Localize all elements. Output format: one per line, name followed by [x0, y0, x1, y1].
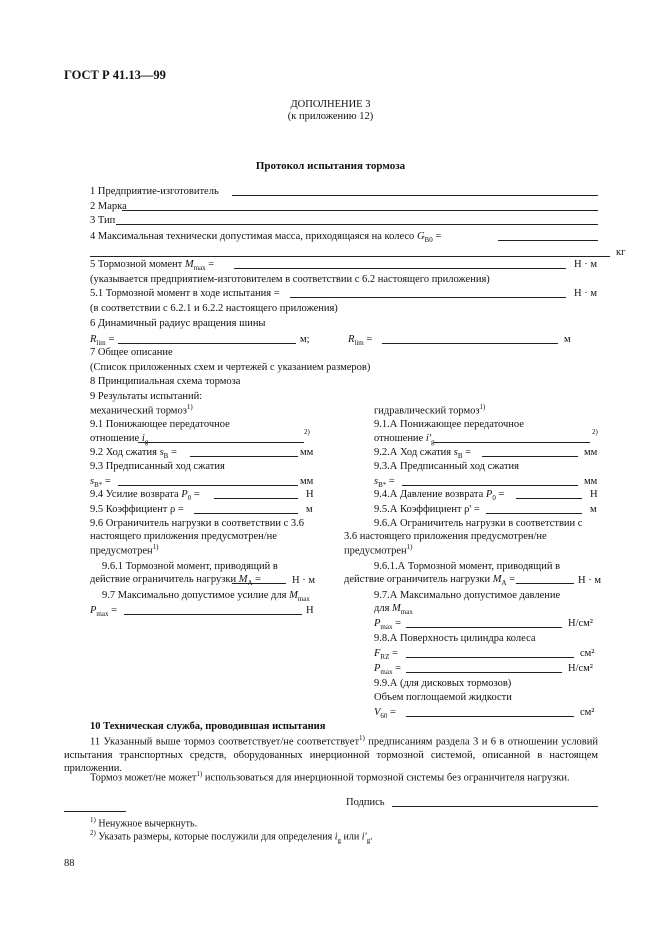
left-9-7-label: 9.7 Максимально допустимое усилие для $M_{max}$: [102, 590, 310, 604]
right-9-4-label: 9.4.А Давление возврата $P_0$ =: [374, 489, 505, 503]
right-9-9-volume-label: Объем поглощаемой жидкости: [374, 692, 512, 703]
signature-label: Подпись: [346, 797, 385, 808]
left-9-1-footnote: 2): [304, 428, 310, 436]
item-5-1-field[interactable]: [290, 297, 566, 298]
left-9-1-ratio: отношение $i_g$: [90, 433, 149, 447]
right-9-3-field[interactable]: [402, 485, 578, 486]
item-5-1-unit: Н · м: [574, 288, 597, 299]
left-9-1-label: 9.1 Понижающее передаточное: [90, 419, 230, 430]
item-8-label: 8 Принципиальная схема тормоза: [90, 376, 241, 387]
right-9-1-footnote: 2): [592, 428, 598, 436]
right-9-9-label: 9.9.А (для дисковых тормозов): [374, 678, 512, 689]
right-9-8-f-unit: см²: [580, 648, 595, 659]
right-9-8-f-field[interactable]: [406, 657, 574, 658]
left-9-2-field[interactable]: [190, 456, 298, 457]
appendix-ref: (к приложению 12): [287, 111, 374, 122]
left-9-6-1-unit: Н · м: [292, 575, 315, 586]
right-9-3-label: 9.3.А Предписанный ход сжатия: [374, 461, 519, 472]
item-2-field[interactable]: [122, 210, 598, 211]
left-9-7-p: $P_{max}$ =: [90, 605, 118, 619]
right-9-9-unit: см²: [580, 707, 595, 718]
left-9-1-field[interactable]: [138, 442, 304, 443]
item-5-1-note: (в соответствии с 6.2.1 и 6.2.2 настоящего приложения): [90, 303, 338, 314]
item-5-unit: Н · м: [574, 259, 597, 270]
right-9-5-unit: м: [590, 504, 597, 515]
footnote-1: $^{1)}$ Ненужное вычеркнуть.: [90, 816, 198, 830]
item-6-label: 6 Динамичный радиус вращения шины: [90, 318, 266, 329]
left-9-6-text: 9.6 Ограничитель нагрузки в соответствии с 3.6 настоящего приложения предусмотрен/не предусмотрен$^{1)}$: [90, 518, 304, 557]
item-6-r2-field[interactable]: [382, 343, 558, 344]
brake-usage-text: Тормоз может/не может$^{1)}$ использоваться для инерционной тормозной системы без ограничителя нагрузки.: [90, 770, 570, 784]
item-6-r1-field[interactable]: [118, 343, 296, 344]
footnote-2: $^{2)}$ Указать размеры, которые послужили для определения $i_g$ или $i'_g$.: [90, 829, 373, 845]
left-9-2-unit: мм: [300, 447, 314, 458]
hydraulic-brake-title: гидравлический тормоз$^{1)}$: [374, 403, 486, 417]
page-number: 88: [64, 858, 75, 869]
left-9-7-unit: Н: [306, 605, 314, 616]
left-9-3-label: 9.3 Предписанный ход сжатия: [90, 461, 225, 472]
right-9-5-field[interactable]: [486, 513, 582, 514]
item-4-label: 4 Максимальная технически допустимая масса, приходящаяся на колесо $G_{B0}$ =: [90, 231, 442, 245]
section-11-text: 11 Указанный выше тормоз соответствует/не соответствует$^{1)}$ предписаниям раздела 3 и 6 в отношении условий испытания транспортных средств, оборудованных инерционной тормозной системой, описанной в настоящем приложении.: [64, 734, 598, 774]
item-5-field[interactable]: [234, 268, 566, 269]
item-4-field-1[interactable]: [498, 240, 598, 241]
right-9-8-label: 9.8.А Поверхность цилиндра колеса: [374, 633, 536, 644]
item-5-1-label: 5.1 Тормозной момент в ходе испытания =: [90, 288, 280, 299]
right-9-4-unit: Н: [590, 489, 598, 500]
item-6-r1-label: $R_{lim}$ =: [90, 334, 115, 348]
right-9-3-sym: $s_{B*}$ =: [374, 476, 395, 490]
item-7-note: (Список приложенных схем и чертежей с указанием размеров): [90, 362, 371, 373]
standard-header: ГОСТ Р 41.13—99: [64, 68, 166, 82]
right-9-7-field[interactable]: [406, 627, 562, 628]
right-9-1-ratio: отношение $i'_g$: [374, 433, 435, 447]
right-9-8-p: $P_{max}$ =: [374, 663, 402, 677]
left-9-5-label: 9.5 Коэффициент ρ =: [90, 504, 184, 515]
right-9-8-p-field[interactable]: [406, 672, 562, 673]
item-3-label: 3 Тип: [90, 215, 116, 226]
right-9-6-1-text: 9.6.1.А Тормозной момент, приводящий в действие ограничитель нагрузки $M_A$ =: [344, 561, 561, 588]
right-9-8-p-unit: Н/см²: [568, 663, 593, 674]
left-9-4-label: 9.4 Усилие возврата $P_0$ =: [90, 489, 200, 503]
left-9-6-1-text: 9.6.1 Тормозной момент, приводящий в действие ограничитель нагрузки $M_A$ =: [90, 561, 278, 588]
item-4-unit: кг: [616, 247, 626, 258]
left-9-3-sym: $s_{B*}$ =: [90, 476, 111, 490]
right-9-7-unit: Н/см²: [568, 618, 593, 629]
right-9-2-unit: мм: [584, 447, 598, 458]
appendix-title: ДОПОЛНЕНИЕ 3: [290, 99, 371, 110]
right-9-5-label: 9.5.А Коэффициент ρ' =: [374, 504, 480, 515]
section-10-title: 10 Техническая служба, проводившая испытания: [90, 721, 326, 732]
item-3-field[interactable]: [116, 224, 598, 225]
item-5-label: 5 Тормозной момент $M_{max}$ =: [90, 259, 215, 273]
footnote-divider: [64, 811, 126, 812]
right-9-2-label: 9.2.А Ход сжатия $s_B$ =: [374, 447, 472, 461]
right-9-9-field[interactable]: [406, 716, 574, 717]
right-9-7-p: $P_{max}$ =: [374, 618, 402, 632]
left-9-5-unit: м: [306, 504, 313, 515]
right-9-8-f: $F_{RZ}$ =: [374, 648, 398, 662]
item-1-label: 1 Предприятие-изготовитель: [90, 186, 219, 197]
item-2-label: 2 Марка: [90, 201, 127, 212]
item-4-field-2[interactable]: [90, 256, 610, 257]
right-9-4-field[interactable]: [516, 498, 582, 499]
right-9-6-1-unit: Н · м: [578, 575, 601, 586]
mechanical-brake-title: механический тормоз$^{1)}$: [90, 403, 193, 417]
left-9-6-1-field[interactable]: [232, 583, 286, 584]
right-9-2-field[interactable]: [482, 456, 578, 457]
right-9-6-1-field[interactable]: [516, 583, 574, 584]
item-6-r1-unit: м;: [300, 334, 310, 345]
item-9-label: 9 Результаты испытаний:: [90, 391, 203, 402]
right-9-9-v: $V_{60}$ =: [374, 707, 396, 721]
left-9-4-unit: Н: [306, 489, 314, 500]
left-9-4-field[interactable]: [214, 498, 298, 499]
left-9-2-label: 9.2 Ход сжатия $s_B$ =: [90, 447, 177, 461]
item-6-r2-label: $R_{lim}$ =: [348, 334, 373, 348]
right-9-7-label: 9.7.А Максимально допустимое давление: [374, 590, 561, 601]
left-9-3-unit: мм: [300, 476, 314, 487]
signature-field[interactable]: [392, 806, 598, 807]
item-6-r2-unit: м: [564, 334, 571, 345]
left-9-5-field[interactable]: [194, 513, 298, 514]
right-9-6-text: 9.6.А Ограничитель нагрузки в соответствии с 3.6 настоящего приложения предусмотрен/не предусмотрен$^{1)}$: [344, 518, 583, 557]
item-5-note: (указывается предприятием-изготовителем в соответствии с 6.2 настоящего приложения): [90, 274, 490, 285]
right-9-1-label: 9.1.А Понижающее передаточное: [374, 419, 524, 430]
right-9-1-field[interactable]: [434, 442, 590, 443]
left-9-7-field[interactable]: [124, 614, 302, 615]
right-9-3-unit: мм: [584, 476, 598, 487]
right-9-7-for: для $M_{max}$: [374, 603, 413, 617]
item-7-label: 7 Общее описание: [90, 347, 173, 358]
protocol-title: Протокол испытания тормоза: [255, 160, 406, 172]
left-9-3-field[interactable]: [118, 485, 298, 486]
item-1-field[interactable]: [232, 195, 598, 196]
